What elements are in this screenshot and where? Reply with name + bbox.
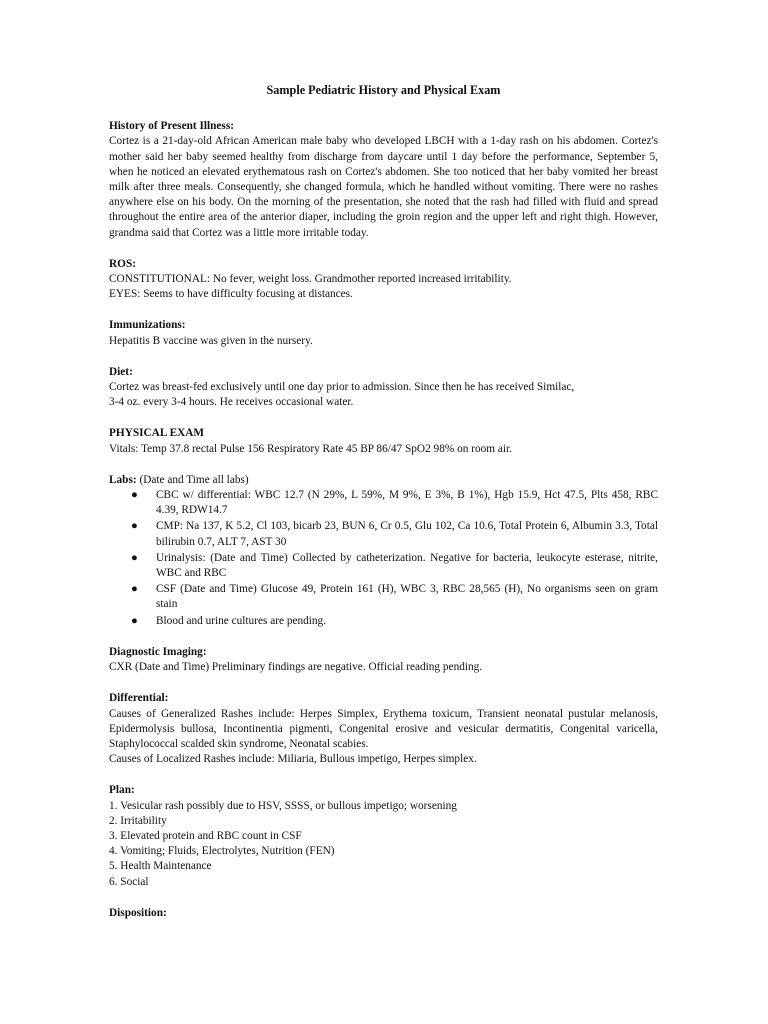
differential-localized: Causes of Localized Rashes include: Miliaria, Bullous impetigo, Herpes simplex.: [109, 753, 477, 766]
vitals-text: Vitals: Temp 37.8 rectal Pulse 156 Respiratory Rate 45 BP 86/47 SpO2 98% on room air.: [109, 442, 512, 455]
diet-line: Cortez was breast-fed exclusively until one day prior to admission. Since then he has received Similac,: [109, 381, 575, 394]
hpi-text: Cortez is a 21-day-old African American male baby who developed LBCH with a 1-day rash on his abdomen. Cortez's mother said her baby seemed healthy from discharge from daycare until 1 day before the performance, September 5, when he noticed an elevated erythematous rash on Cortez's abdomen. She too noticed that her baby vomited her breast milk after three meals. Consequently, she changed formula, which he handled without vomiting. There were no rashes anywhere else on his body. On the morning of the presentation, she noted that the rash had filled with fluid and spread throughout the entire area of the anterior diaper, including the groin region and the upper left and right thigh. However, grandma said that Cortez was a little more irritable today.: [109, 135, 658, 239]
labs-heading-line: [109, 473, 658, 488]
labs-heading: Labs:: [109, 473, 137, 486]
ros-line-eyes: EYES: Seems to have difficulty focusing at distances.: [109, 288, 353, 301]
diet-heading: Diet:: [109, 365, 133, 378]
bullet-icon: ●: [131, 551, 138, 564]
bullet-icon: ●: [131, 614, 138, 627]
lab-item-text: CBC w/ differential: WBC 12.7 (N 29%, L 59%, M 9%, E 3%, B 1%), Hgb 15.9, Hct 47.5, Plts 458, RBC 4.39, RDW14.7: [156, 489, 658, 517]
labs-section: [109, 473, 658, 629]
list-item: [109, 582, 658, 612]
immunizations-heading: Immunizations:: [109, 319, 186, 332]
plan-item: 5. Health Maintenance: [109, 860, 212, 873]
physical-exam-section: [109, 426, 658, 456]
ros-heading: ROS:: [109, 257, 136, 270]
plan-item: 6. Social: [109, 875, 149, 888]
differential-generalized: Causes of Generalized Rashes include: Herpes Simplex, Erythema toxicum, Transient neonatal pustular melanosis, Epidermolysis bullosa, Incontinentia pigmenti, Congenital erosive and vesicular dermatitis, Congenital varicella, Staphylococcal scalded skin syndrome, Neonatal scabies.: [109, 707, 658, 750]
imaging-heading: Diagnostic Imaging:: [109, 645, 207, 658]
diet-line: 3-4 oz. every 3-4 hours. He receives occasional water.: [109, 396, 354, 409]
lab-item-text: Blood and urine cultures are pending.: [156, 614, 327, 627]
list-item: [109, 519, 658, 549]
diet-section: [109, 365, 658, 411]
imaging-section: [109, 645, 658, 675]
bullet-icon: ●: [131, 583, 138, 596]
bullet-icon: ●: [131, 489, 138, 502]
plan-item: 1. Vesicular rash possibly due to HSV, SSSS, or bullous impetigo; worsening: [109, 799, 457, 812]
immunizations-section: [109, 318, 658, 348]
plan-item: 4. Vomiting; Fluids, Electrolytes, Nutrition (FEN): [109, 845, 335, 858]
differential-heading: Differential:: [109, 692, 169, 705]
list-item: [109, 488, 658, 518]
lab-item-text: CSF (Date and Time) Glucose 49, Protein 161 (H), WBC 3, RBC 28,565 (H), No organisms seen on gram stain: [156, 583, 658, 611]
physical-exam-heading: PHYSICAL EXAM: [109, 427, 205, 440]
lab-item-text: Urinalysis: (Date and Time) Collected by catheterization. Negative for bacteria, leukocyte esterase, nitrite, WBC and RBC: [156, 551, 658, 580]
labs-note: (Date and Time all labs): [136, 473, 249, 486]
list-item: [109, 614, 658, 629]
document-title: Sample Pediatric History and Physical Exam: [266, 83, 501, 97]
ros-section: [109, 257, 658, 303]
lab-item-text: CMP: Na 137, K 5.2, Cl 103, bicarb 23, BUN 6, Cr 0.5, Glu 102, Ca 10.6, Total Protein 6, Albumin 3.3, Total bilirubin 0.7, ALT 7, AST 30: [156, 520, 658, 548]
document-body: [109, 83, 658, 937]
plan-item: 2. Irritability: [109, 814, 167, 827]
plan-heading: Plan:: [109, 784, 135, 797]
imaging-text: CXR (Date and Time) Preliminary findings are negative. Official reading pending.: [109, 661, 483, 674]
list-item: [109, 551, 658, 581]
disposition-heading: Disposition:: [109, 906, 167, 919]
hpi-section: [109, 119, 658, 241]
ros-line-constitutional: CONSTITUTIONAL: No fever, weight loss. Grandmother reported increased irritability.: [109, 273, 512, 286]
bullet-icon: ●: [131, 520, 138, 533]
hpi-heading: History of Present Illness:: [109, 120, 234, 133]
immunizations-text: Hepatitis B vaccine was given in the nursery.: [109, 334, 313, 347]
differential-section: [109, 691, 658, 767]
plan-item: 3. Elevated protein and RBC count in CSF: [109, 829, 302, 842]
disposition-section: [109, 906, 658, 921]
plan-section: [109, 783, 658, 889]
labs-list: [109, 488, 658, 629]
